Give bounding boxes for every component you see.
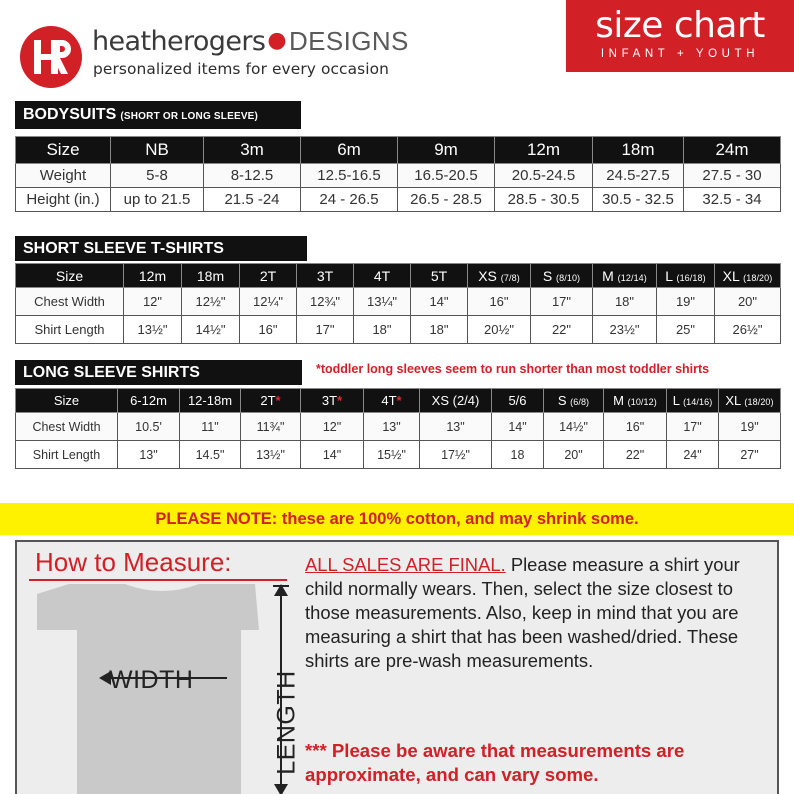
table-cell: 14" [411, 288, 468, 316]
column-header [180, 389, 241, 413]
column-header [715, 264, 781, 288]
column-header [297, 264, 354, 288]
table-cell: 23½" [593, 316, 657, 344]
table-cell: 26.5 - 28.5 [398, 188, 495, 212]
column-header: NB [111, 137, 204, 164]
size-label: L [672, 393, 680, 408]
table-cell: 14½" [544, 413, 604, 441]
tagline: personalized items for every occasion [93, 60, 389, 78]
size-label: S [557, 393, 567, 408]
size-chart-title: size chart [595, 5, 765, 46]
table-cell: 22" [604, 441, 667, 469]
size-label: 5/6 [508, 393, 527, 408]
column-header [657, 264, 715, 288]
approximate-warning: *** Please be aware that measurements are approximate, and can vary some. [305, 740, 685, 785]
size-label: XS [478, 267, 497, 284]
size-label: 3T [321, 393, 338, 408]
table-cell: 27" [719, 441, 781, 469]
toddler-star: * [275, 393, 281, 408]
long-sleeve-header-row [16, 389, 781, 413]
table-cell: 18" [593, 288, 657, 316]
column-header [124, 264, 182, 288]
column-header [16, 389, 118, 413]
size-label: 4T [381, 393, 397, 408]
size-sub-label: (14/16) [683, 397, 713, 407]
bodysuits-title-text: BODYSUITS [23, 106, 117, 123]
table-cell: 8-12.5 [204, 164, 301, 188]
size-label: 12m [138, 267, 167, 284]
long-sleeve-body [16, 413, 781, 469]
table-cell: 28.5 - 30.5 [495, 188, 593, 212]
table-cell: 13" [420, 413, 492, 441]
column-header [492, 389, 544, 413]
table-cell: 16" [604, 413, 667, 441]
size-label: 12-18m [187, 393, 233, 408]
short-sleeve-body [16, 288, 781, 344]
row-label: Height (in.) [16, 188, 111, 212]
size-label: Size [53, 393, 80, 408]
please-note-banner: PLEASE NOTE: these are 100% cotton, and may shrink some. [0, 503, 794, 535]
short-sleeve-table [15, 263, 781, 344]
table-cell: 13" [118, 441, 180, 469]
size-label: XL [722, 267, 740, 284]
size-sub-label: (8/10) [556, 272, 581, 283]
column-header [241, 389, 301, 413]
table-cell: 12.5-16.5 [301, 164, 398, 188]
table-cell: 15½" [364, 441, 420, 469]
table-cell: 17" [531, 288, 593, 316]
measure-instructions [305, 553, 775, 673]
row-label: Shirt Length [16, 441, 118, 469]
table-cell: 20" [715, 288, 781, 316]
column-header [420, 389, 492, 413]
column-header: 18m [593, 137, 684, 164]
column-header [411, 264, 468, 288]
title-underline [29, 579, 287, 581]
table-cell: 20½" [468, 316, 531, 344]
toddler-star: * [396, 393, 402, 408]
table-cell: 12¼" [240, 288, 297, 316]
table-cell: 19" [657, 288, 715, 316]
table-cell: 12" [124, 288, 182, 316]
column-header: 9m [398, 137, 495, 164]
table-cell: 10.5' [118, 413, 180, 441]
size-chart-subtitle: INFANT + YOUTH [600, 48, 760, 60]
table-cell: 26½" [715, 316, 781, 344]
size-sub-label: (16/18) [676, 272, 706, 283]
column-header [544, 389, 604, 413]
table-cell: 20.5-24.5 [495, 164, 593, 188]
size-chart-badge [566, 0, 794, 72]
column-header [16, 264, 124, 288]
size-label: 4T [373, 267, 391, 284]
column-header: 12m [495, 137, 593, 164]
long-sleeve-title: LONG SLEEVE SHIRTS [15, 360, 302, 385]
size-label: 5T [430, 267, 448, 284]
table-row [16, 441, 781, 469]
column-header: 3m [204, 137, 301, 164]
table-cell: 17" [667, 413, 719, 441]
table-cell: 11" [180, 413, 241, 441]
size-sub-label: (18/20) [744, 397, 774, 407]
size-label: XL [725, 393, 741, 408]
width-label: WIDTH [109, 666, 194, 694]
short-sleeve-header-row [16, 264, 781, 288]
table-row [16, 188, 781, 212]
table-cell: 20" [544, 441, 604, 469]
size-label: 3T [316, 267, 334, 284]
row-label: Shirt Length [16, 316, 124, 344]
brand-heatherogers: heatherogers [92, 26, 266, 57]
table-cell: 14.5" [180, 441, 241, 469]
column-header [667, 389, 719, 413]
table-cell: 18 [492, 441, 544, 469]
brand-name: heatherogers● DESIGNS [92, 26, 409, 57]
column-header [719, 389, 781, 413]
long-sleeve-table [15, 388, 781, 469]
table-cell: 12¾" [297, 288, 354, 316]
size-label: S [542, 267, 553, 284]
table-cell: 12" [301, 413, 364, 441]
table-cell: 24.5-27.5 [593, 164, 684, 188]
size-label: 18m [196, 267, 225, 284]
size-label: M [602, 267, 614, 284]
table-row [16, 413, 781, 441]
column-header [364, 389, 420, 413]
bodysuits-body [16, 164, 781, 212]
table-cell: 25" [657, 316, 715, 344]
bodysuits-title [15, 101, 301, 129]
table-row [16, 164, 781, 188]
column-header [240, 264, 297, 288]
table-cell: 12½" [182, 288, 240, 316]
table-cell: 14" [301, 441, 364, 469]
column-header [531, 264, 593, 288]
column-header: 24m [684, 137, 781, 164]
bodysuits-subtitle: (SHORT OR LONG SLEEVE) [120, 111, 259, 122]
column-header [301, 389, 364, 413]
table-cell: 16" [240, 316, 297, 344]
table-cell: 16" [468, 288, 531, 316]
column-header [118, 389, 180, 413]
brand-designs: DESIGNS [288, 26, 409, 56]
size-sub-label: (18/20) [743, 272, 773, 283]
table-row [16, 288, 781, 316]
table-cell: 30.5 - 32.5 [593, 188, 684, 212]
table-cell: 22" [531, 316, 593, 344]
column-header: Size [16, 137, 111, 164]
size-sub-label: (10/12) [627, 397, 657, 407]
bodysuits-table [15, 136, 781, 212]
size-label: 2T [259, 267, 277, 284]
row-label: Weight [16, 164, 111, 188]
toddler-star: * [337, 393, 343, 408]
size-label: Size [55, 267, 84, 284]
table-cell: 24" [667, 441, 719, 469]
how-to-measure-panel [15, 540, 779, 794]
table-cell: up to 21.5 [111, 188, 204, 212]
bodysuits-header-row [16, 137, 781, 164]
column-header [593, 264, 657, 288]
table-cell: 24 - 26.5 [301, 188, 398, 212]
hr-logo-icon [20, 26, 82, 88]
row-label: Chest Width [16, 288, 124, 316]
table-cell: 13¼" [354, 288, 411, 316]
size-sub-label: (7/8) [500, 272, 520, 283]
table-cell: 21.5 -24 [204, 188, 301, 212]
row-label: Chest Width [16, 413, 118, 441]
table-cell: 11¾" [241, 413, 301, 441]
table-row [16, 316, 781, 344]
size-sub-label: (6/8) [570, 397, 590, 407]
size-sub-label: (12/14) [617, 272, 647, 283]
size-label: M [613, 393, 624, 408]
table-cell: 13½" [124, 316, 182, 344]
table-cell: 17½" [420, 441, 492, 469]
table-cell: 16.5-20.5 [398, 164, 495, 188]
size-label: 6-12m [130, 393, 167, 408]
column-header [354, 264, 411, 288]
table-cell: 19" [719, 413, 781, 441]
table-cell: 14½" [182, 316, 240, 344]
table-cell: 17" [297, 316, 354, 344]
short-sleeve-title: SHORT SLEEVE T-SHIRTS [15, 236, 307, 261]
size-label: 2T [260, 393, 276, 408]
table-cell: 13½" [241, 441, 301, 469]
sales-final-link: ALL SALES ARE FINAL. [305, 554, 506, 575]
column-header: 6m [301, 137, 398, 164]
length-label: LENGTH [272, 670, 301, 775]
size-label: XS (2/4) [431, 393, 480, 408]
toddler-note: *toddler long sleeves seem to run shorter than most toddler shirts [316, 362, 710, 376]
instructions-text: Please measure a shirt your child normally wears. Then, select the size closest to those measurements. Also, keep in mind that you are measuring a shirt that has been washed/dried. These shirts are pre-wash measurements. [305, 554, 740, 671]
table-cell: 32.5 - 34 [684, 188, 781, 212]
column-header [604, 389, 667, 413]
table-cell: 13" [364, 413, 420, 441]
column-header [468, 264, 531, 288]
how-to-measure-title: How to Measure: [35, 547, 232, 577]
table-cell: 18" [354, 316, 411, 344]
table-cell: 18" [411, 316, 468, 344]
table-cell: 5-8 [111, 164, 204, 188]
table-cell: 14" [492, 413, 544, 441]
table-cell: 27.5 - 30 [684, 164, 781, 188]
size-label: L [665, 267, 673, 284]
column-header [182, 264, 240, 288]
